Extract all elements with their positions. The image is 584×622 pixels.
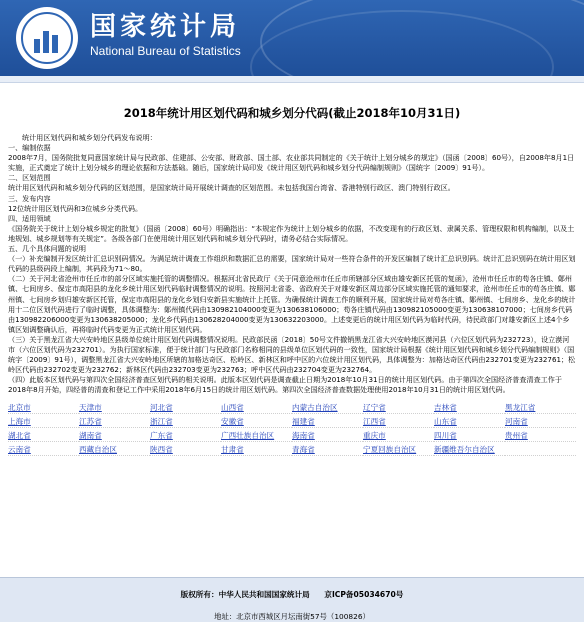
province-link[interactable]: 宁夏回族自治区 [363, 444, 417, 454]
province-row [8, 442, 576, 456]
province-link[interactable]: 河南省 [505, 416, 528, 426]
release-note-paragraph: 二、区划范围 [8, 173, 51, 183]
province-cell [79, 414, 150, 428]
page-footer [0, 577, 584, 622]
province-cell [8, 400, 79, 414]
province-cell [434, 442, 505, 456]
province-link[interactable]: 海南省 [292, 430, 315, 440]
province-cell [292, 442, 363, 456]
province-link[interactable]: 重庆市 [363, 430, 386, 440]
province-link[interactable]: 湖南省 [79, 430, 102, 440]
province-cell [8, 428, 79, 442]
province-link[interactable]: 甘肃省 [221, 444, 244, 454]
province-link[interactable]: 安徽省 [221, 416, 244, 426]
header-divider [0, 76, 584, 83]
province-cell [150, 400, 221, 414]
province-cell [434, 400, 505, 414]
province-link[interactable]: 贵州省 [505, 430, 528, 440]
province-cell [292, 400, 363, 414]
province-cell [292, 428, 363, 442]
province-link[interactable]: 西藏自治区 [79, 444, 117, 454]
footer-address: 地址：北京市西城区月坛南街57号（100826） [214, 612, 370, 621]
province-row [8, 428, 576, 442]
footer-icp: 京ICP备05034670号 [324, 590, 404, 599]
province-link[interactable]: 江苏省 [79, 416, 102, 426]
province-link-table [8, 400, 576, 456]
release-note-paragraph: 统计用区划代码和城乡划分代码的区划范围，是国家统计局开展统计调查的区划范围。未包括我国台湾省、香港特别行政区、澳门特别行政区。 [8, 183, 455, 193]
site-subtitle: National Bureau of Statistics [90, 44, 241, 58]
province-cell [363, 442, 434, 456]
province-cell [150, 428, 221, 442]
release-note-paragraph: 四、适用领域 [8, 213, 51, 223]
province-cell [505, 442, 576, 456]
site-title[interactable]: 国家统计局 [90, 12, 241, 42]
release-note-paragraph: 《国务院关于统计上划分城乡规定的批复》（国函〔2008〕60号）明确指出：“本规定作为统计上划分城乡的依据，不改变现有的行政区划、隶属关系、管理权限和机构编制，以及土地规划、城乡规划等有关规定”。各级各部门在使用统计用区划代码和城乡划分代码时，请务必结合实际情况。 [8, 223, 575, 243]
province-cell [8, 414, 79, 428]
release-notes [8, 133, 576, 395]
province-cell [79, 400, 150, 414]
nbs-logo-icon[interactable] [16, 7, 78, 69]
province-cell [434, 428, 505, 442]
province-link[interactable]: 广西壮族自治区 [221, 430, 275, 440]
release-note-paragraph: 2008年7月，国务院批复同意国家统计局与民政部、住建部、公安部、财政部、国土部、农业部共同制定的《关于统计上划分城乡的规定》（国函〔2008〕60号），自2008年8月1日实施，正式奠定了统计上划分城乡的理论依据和方法基础。随后，国家统计局印发《统计用区划代码和城乡划分代码编制规则》（国统字〔2009〕91号）。 [8, 153, 575, 173]
province-link[interactable]: 四川省 [434, 430, 457, 440]
province-cell [221, 400, 292, 414]
province-cell [505, 428, 576, 442]
province-cell [221, 414, 292, 428]
province-link[interactable]: 山西省 [221, 402, 244, 412]
province-cell [221, 428, 292, 442]
province-link[interactable]: 辽宁省 [363, 402, 386, 412]
province-link[interactable]: 上海市 [8, 416, 31, 426]
province-cell [434, 414, 505, 428]
province-cell [505, 400, 576, 414]
province-link[interactable]: 新疆维吾尔自治区 [434, 444, 495, 454]
release-note-paragraph: （二）关于河北省沧州市任丘市的部分区域实施托管的调整情况。根据河北省民政厅《关于同意沧州市任丘市所辖部分区域由雄安新区托管的复函》，沧州市任丘市的苟各庄镇、鄚州镇、七间房乡、保定市高阳县的龙化乡统计用区划代码临时调整情况的说明。按照河北省委、省政府关于对雄安新区周边部分区域实施托管的通知要求，沧州市任丘市的苟各庄镇、鄚州镇、七间房乡划归雄安新区托管，保定市高阳县的龙化乡划归安新县实施统计上托管。为确保统计调查工作的顺利开展，国家统计局对苟各庄镇、鄚州镇、七间房乡、龙化乡的统计用十二位区划代码进行了临时调整，具体调整为：鄚州镇代码由130982104000变更为130638106000；苟各庄镇代码由130982105000变更为130638107000；七间房乡代码由130982206000变更为130638205000；龙化乡代码由130628204000变更为130632203000。上述变更后的统计用区划代码为临时代码，待民政部门对雄安新区上述4个乡镇区划调整确认后，再将临时代码变更为正式统计用区划代码。 [8, 274, 576, 334]
release-note-paragraph: 统计用区划代码和城乡划分代码发布说明： [22, 133, 157, 142]
province-link[interactable]: 山东省 [434, 416, 457, 426]
province-link[interactable]: 吉林省 [434, 402, 457, 412]
page-title: 2018年统计用区划代码和城乡划分代码(截止2018年10月31日) [123, 106, 461, 120]
province-link[interactable]: 青海省 [292, 444, 315, 454]
province-cell [79, 428, 150, 442]
province-cell [363, 428, 434, 442]
province-link[interactable]: 广东省 [150, 430, 173, 440]
province-cell [79, 442, 150, 456]
province-link[interactable]: 内蒙古自治区 [292, 402, 338, 412]
province-cell [363, 400, 434, 414]
province-link[interactable]: 福建省 [292, 416, 315, 426]
release-note-paragraph: 五、几个具体问题的说明 [8, 244, 87, 254]
province-cell [363, 414, 434, 428]
release-note-paragraph: （三）关于黑龙江省大兴安岭地区县级单位统计用区划代码调整情况说明。民政部民函〔2018〕50号文件撤销黑龙江省大兴安岭地区漠河县（六位区划代码为232723），设立漠河市（六位区划代码为232701）。为执行国家标准，便于统计部门与民政部门名称相同的县级单位区划代码的一致性，国家统计局根据《统计用区划代码和城乡划分代码编制规则》（国统字〔2009〕91号），调整黑龙江省大兴安岭地区所辖的加格达奇区、松岭区、新林区和呼中区的六位统计用区划代码，具体调整为：加格达奇区代码由232701变更为232761；松岭区代码由232702变更为232762；新林区代码由232703变更为232763；呼中区代码由232704变更为232764。 [8, 334, 576, 375]
province-row [8, 400, 576, 414]
province-link[interactable]: 黑龙江省 [505, 402, 536, 412]
province-link[interactable]: 云南省 [8, 444, 31, 454]
province-link[interactable]: 浙江省 [150, 416, 173, 426]
province-cell [8, 442, 79, 456]
province-cell [150, 414, 221, 428]
province-link[interactable]: 陕西省 [150, 444, 173, 454]
main-content [0, 105, 584, 456]
province-cell [505, 414, 576, 428]
release-note-paragraph: 三、发布内容 [8, 193, 51, 203]
province-link[interactable]: 北京市 [8, 402, 31, 412]
province-cell [292, 414, 363, 428]
site-banner [0, 0, 584, 76]
province-row [8, 414, 576, 428]
province-cell [221, 442, 292, 456]
province-link[interactable]: 河北省 [150, 402, 173, 412]
footer-copyright: 版权所有：中华人民共和国国家统计局 [180, 590, 310, 599]
release-note-paragraph: 一、编制依据 [8, 143, 51, 153]
release-note-paragraph: 12位统计用区划代码和3位城乡分类代码。 [8, 203, 143, 213]
province-link[interactable]: 湖北省 [8, 430, 31, 440]
release-note-paragraph: （一）补充编制开发区统计汇总识别码情况。为满足统计调查工作组织和数据汇总的需要，国家统计局对一些符合条件的开发区编制了统计汇总识别码。统计汇总识别码在统计用区划代码的县级码段上编制，其码段为71～80。 [8, 254, 576, 274]
release-note-paragraph: （四）此版本区划代码与第四次全国经济普查区划代码的相关说明。此版本区划代码是调查截止日期为2018年10月31日的统计用区划代码。由于第四次全国经济普查清查工作于2018年8月开始，四经普的清查和登记工作中采用2018年6月15日的统计用区划代码。第四次全国经济普查数据处理使用2018年10月31日的统计用区划代码。 [8, 375, 562, 395]
province-link[interactable]: 天津市 [79, 402, 102, 412]
province-link[interactable]: 江西省 [363, 416, 386, 426]
province-cell [150, 442, 221, 456]
